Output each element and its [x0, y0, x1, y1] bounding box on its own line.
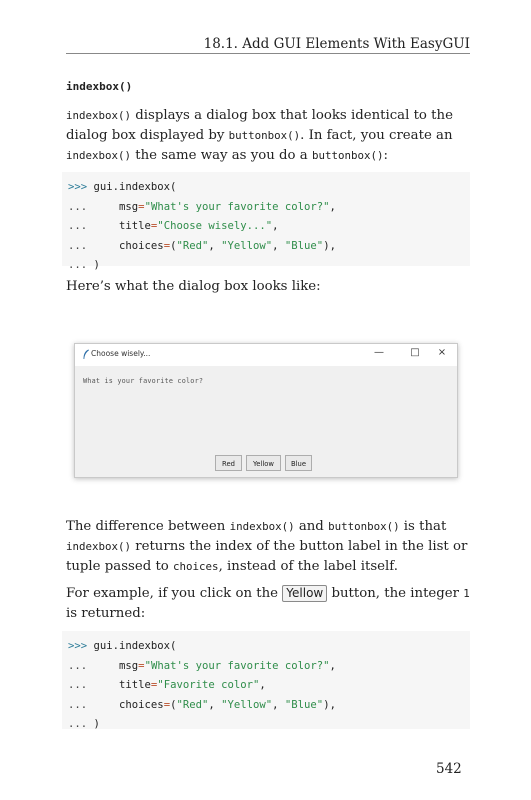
blue-button[interactable]: Blue — [285, 455, 312, 471]
close-button[interactable]: × — [437, 347, 447, 358]
code-line: >>> gui.indexbox( — [68, 640, 177, 652]
code-block-1 — [62, 172, 470, 271]
code-line: ... choices=("Red", "Yellow", "Blue"), — [68, 239, 336, 252]
dialog-window — [74, 343, 458, 478]
inline-code: buttonbox() — [311, 149, 384, 162]
paragraph-example: For example, if you click on the Yellow button, the integer 1 is returned: — [66, 586, 470, 621]
dialog-titlebar[interactable] — [75, 344, 457, 366]
code-line: ... msg="What's your favorite color?", — [68, 659, 336, 672]
dialog-title: Choose wisely... — [91, 349, 151, 358]
minimize-button[interactable]: — — [374, 347, 384, 358]
inline-code: indexbox() — [66, 149, 132, 162]
paragraph-intro: indexbox() displays a dialog box that looks identical to the dialog box displayed by buttonbox(). In fact, you create an indexbox() the same way as you do a buttonbox(): — [66, 108, 453, 163]
code-line: ... ) — [68, 259, 100, 271]
running-title: 18.1. Add GUI Elements With EasyGUI — [203, 36, 470, 52]
page-number: 542 — [436, 761, 462, 777]
code-line: ... ) — [68, 718, 100, 730]
section-title: indexbox() — [66, 80, 133, 93]
running-header — [66, 36, 470, 54]
feather-icon — [82, 349, 90, 360]
red-button[interactable]: Red — [215, 455, 242, 471]
inline-code: buttonbox() — [228, 129, 301, 142]
code-block-2 — [62, 631, 470, 729]
dialog-message: What is your favorite color? — [83, 377, 204, 385]
code-line: ... title="Favorite color", — [68, 679, 266, 691]
inline-code: indexbox() — [229, 520, 295, 533]
paragraph-difference: The difference between indexbox() and buttonbox() is that indexbox() returns the index of the button label in the list or tuple passed to choices, instead of the label itself. — [66, 519, 468, 574]
code-line: >>> gui.indexbox( — [68, 181, 177, 193]
maximize-button[interactable]: □ — [410, 347, 420, 358]
inline-code: indexbox() — [66, 540, 132, 553]
inline-code: buttonbox() — [328, 520, 400, 533]
code-line: ... title="Choose wisely...", — [68, 220, 279, 232]
code-line: ... msg="What's your favorite color?", — [68, 200, 336, 213]
code-line: ... choices=("Red", "Yellow", "Blue"), — [68, 698, 336, 711]
inline-code: indexbox() — [66, 109, 132, 122]
yellow-button-sample: Yellow — [282, 585, 327, 602]
yellow-button[interactable]: Yellow — [246, 455, 281, 471]
inline-code: 1 — [463, 587, 470, 600]
inline-code: choices — [173, 560, 219, 573]
paragraph-dialog-intro: Here’s what the dialog box looks like: — [66, 279, 321, 294]
